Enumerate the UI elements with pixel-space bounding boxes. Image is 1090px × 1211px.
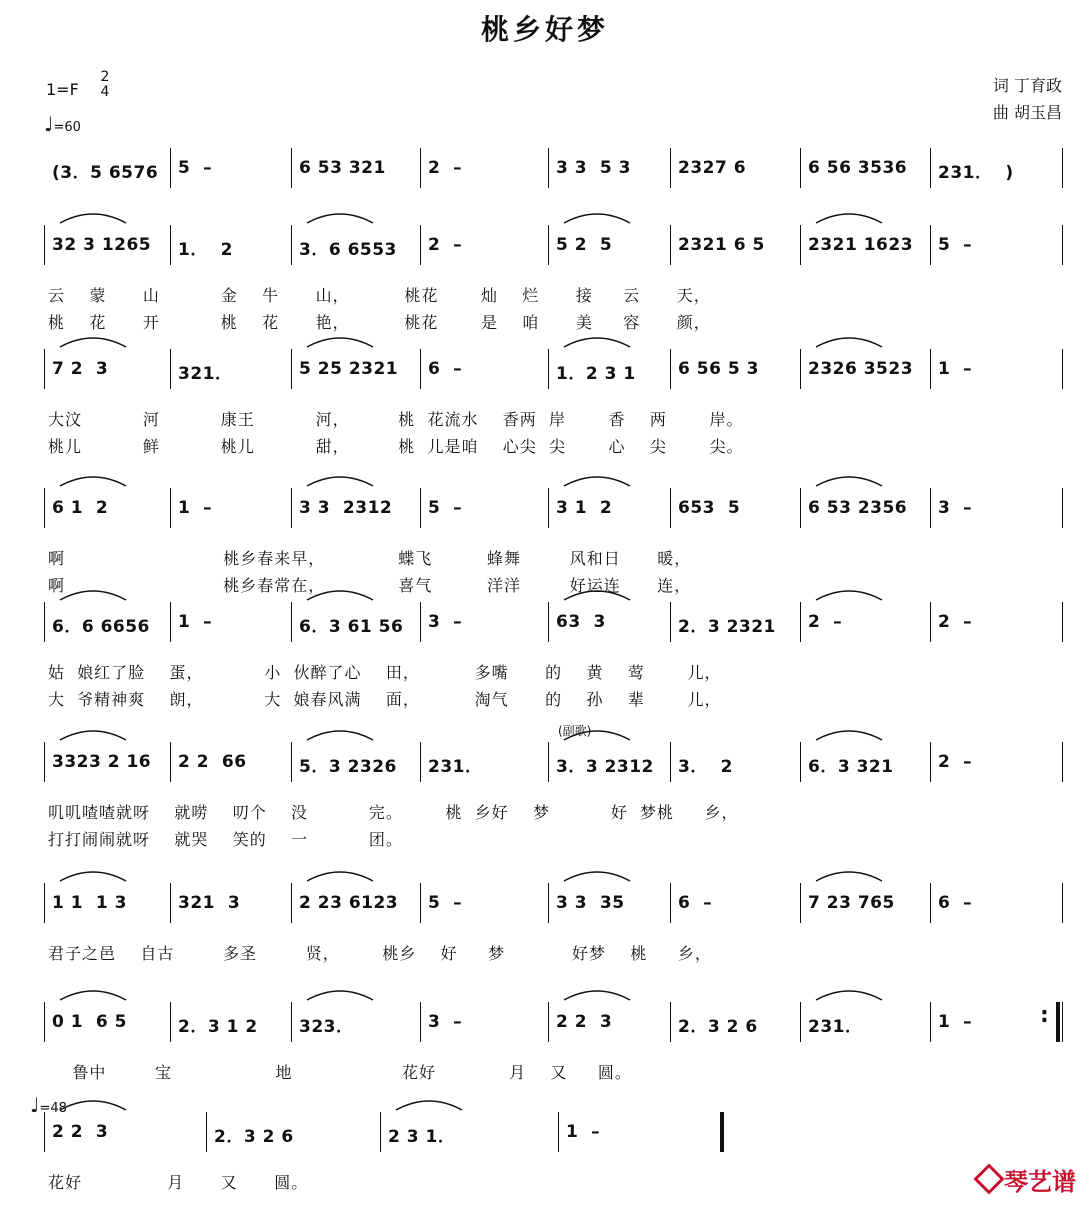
lyric-line: 叽叽喳喳就呀 就唠 叨个 没 完。 桃 乡好 梦 好 梦桃 乡，	[48, 803, 739, 822]
measure-notes: 2．3 2 6	[214, 1127, 294, 1147]
measure-notes: 653 5	[678, 498, 741, 518]
time-signature	[98, 70, 112, 100]
bar-line	[44, 1112, 45, 1152]
bar-line	[548, 488, 549, 528]
bar-line	[420, 148, 421, 188]
slur-mark	[305, 867, 375, 883]
lyric-line: 鲁中 宝 地 花好 月 又 圆。	[48, 1063, 632, 1082]
slur-mark	[305, 586, 375, 602]
bar-line	[1062, 488, 1063, 528]
measure-notes: 6 53 2356	[808, 498, 908, 518]
song-title: 桃乡好梦	[480, 13, 609, 46]
credits	[993, 72, 1062, 126]
measure-notes: 2．3 1 2	[178, 1017, 258, 1037]
bar-line	[930, 883, 931, 923]
measure-notes: 1 1 1 3	[52, 893, 127, 913]
measure-notes: 7 2 3	[52, 359, 109, 379]
lyric-line: 大 爷精神爽 朗， 大 娘春风满 面， 淘气 的 孙 辈 儿，	[48, 690, 722, 709]
chorus-label: (副歌)	[558, 724, 592, 738]
bar-line	[44, 349, 45, 389]
slur-mark	[58, 867, 128, 883]
measure-notes: 6 56 5 3	[678, 359, 759, 379]
lyric-line: 大汶 河 康王 河， 桃 花流水 香两 岸 香 两 岸。	[48, 410, 744, 429]
measure-notes: 2．3 2321	[678, 617, 776, 637]
slur-mark	[562, 867, 632, 883]
bar-line	[291, 148, 292, 188]
measure-notes: 6 56 3536	[808, 158, 908, 178]
bar-line	[170, 883, 171, 923]
measure-notes: 3 1 2	[556, 498, 613, 518]
slur-mark	[814, 986, 884, 1002]
lyric-line: 桃儿 鲜 桃儿 甜， 桃 儿是咱 心尖 尖 心 尖 尖。	[48, 437, 744, 456]
bar-line	[1062, 1002, 1063, 1042]
bar-line	[291, 349, 292, 389]
bar-line	[170, 1002, 171, 1042]
bar-line	[44, 488, 45, 528]
bar-line	[670, 225, 671, 265]
music-row	[44, 724, 1062, 849]
measure-notes: 1 –	[938, 359, 973, 379]
bar-line	[800, 148, 801, 188]
measure-notes: 1．2 3 1	[556, 364, 636, 384]
music-row	[44, 488, 1062, 595]
lyric-line: 打打闹闹就呀 就哭 笑的 一 团。	[48, 830, 403, 849]
bar-line	[670, 349, 671, 389]
quarter-note-icon: ♩	[30, 1093, 40, 1117]
measure-notes: 321．	[178, 364, 233, 384]
bar-line	[548, 602, 549, 642]
bar-line	[558, 1112, 559, 1152]
bar-line	[800, 349, 801, 389]
slur-mark	[394, 1096, 464, 1112]
bar-line	[670, 488, 671, 528]
bar-line	[420, 602, 421, 642]
slur-mark	[58, 209, 128, 225]
bar-line	[420, 488, 421, 528]
slur-mark	[305, 986, 375, 1002]
bar-line	[1062, 883, 1063, 923]
lyric-line: 云 蒙 山 金 牛 山， 桃花 灿 烂 接 云 天，	[48, 286, 711, 305]
measure-notes: 321 3	[178, 893, 241, 913]
bar-line	[420, 1002, 421, 1042]
measure-notes: 5 –	[428, 893, 463, 913]
bar-line	[930, 602, 931, 642]
slur-mark	[562, 472, 632, 488]
bar-line	[930, 148, 931, 188]
bar-line	[44, 225, 45, 265]
repeat-sign: :	[1040, 1003, 1049, 1028]
bar-line	[930, 349, 931, 389]
bar-line	[548, 225, 549, 265]
measure-notes: 6．3 321	[808, 757, 894, 777]
measure-notes: (3．5 6576	[52, 163, 159, 183]
measure-notes: 2 2 3	[52, 1122, 109, 1142]
tempo-value-coda: =48	[39, 1101, 67, 1116]
measure-notes: 2 –	[808, 612, 843, 632]
slur-mark	[814, 726, 884, 742]
measure-notes: 2321 1623	[808, 235, 914, 255]
slur-mark	[814, 333, 884, 349]
music-row	[44, 349, 1062, 456]
bar-line	[800, 488, 801, 528]
bar-line	[720, 1112, 724, 1152]
logo-text: 琴艺谱	[1004, 1168, 1076, 1196]
bar-line	[291, 883, 292, 923]
measure-notes: 1 –	[178, 498, 213, 518]
slur-mark	[305, 209, 375, 225]
bar-line	[670, 883, 671, 923]
bar-line	[44, 602, 45, 642]
measure-notes: 6．3 61 56	[299, 617, 404, 637]
bar-line	[548, 742, 549, 782]
measure-notes: 2 23 6123	[299, 893, 399, 913]
measure-notes: 6 –	[678, 893, 713, 913]
measure-notes: 2326 3523	[808, 359, 914, 379]
lyric-line: 啊 桃乡春常在， 喜气 洋洋 好运连 连，	[48, 576, 692, 595]
measure-notes: 3 –	[428, 1012, 463, 1032]
bar-line	[1062, 602, 1063, 642]
bar-line	[170, 488, 171, 528]
bar-line	[800, 1002, 801, 1042]
music-row	[44, 225, 1062, 332]
slur-mark	[562, 333, 632, 349]
measure-notes: 2327 6	[678, 158, 747, 178]
lyricist: 词 丁育政	[992, 76, 1062, 95]
measure-notes: 1 –	[566, 1122, 601, 1142]
slur-mark	[562, 209, 632, 225]
lyric-line: 桃 花 开 桃 花 艳， 桃花 是 咱 美 容 颜，	[48, 313, 711, 332]
measure-notes: 2 3 1．	[388, 1127, 456, 1147]
quarter-note-icon: ♩	[44, 112, 54, 136]
measure-notes: 231．	[808, 1017, 863, 1037]
measure-notes: 6 1 2	[52, 498, 109, 518]
measure-notes: 6 –	[428, 359, 463, 379]
measure-notes: 3 3 5 3	[556, 158, 631, 178]
measure-notes: 2 –	[938, 612, 973, 632]
lyric-line: 君子之邑 自古 多圣 贤， 桃乡 好 梦 好梦 桃 乡，	[48, 944, 712, 963]
bar-line	[670, 602, 671, 642]
bar-line	[548, 1002, 549, 1042]
bar-line	[170, 602, 171, 642]
bar-line	[44, 883, 45, 923]
bar-line	[670, 148, 671, 188]
slur-mark	[814, 586, 884, 602]
measure-notes: 3． 2	[678, 757, 733, 777]
measure-notes: 5 –	[938, 235, 973, 255]
measure-notes: 2 2 3	[556, 1012, 613, 1032]
slur-mark	[562, 586, 632, 602]
bar-line	[800, 602, 801, 642]
measure-notes: 323．	[299, 1017, 354, 1037]
measure-notes: 5 –	[428, 498, 463, 518]
bar-line	[1062, 225, 1063, 265]
bar-line	[548, 349, 549, 389]
bar-line	[170, 349, 171, 389]
time-signature-top: 2	[100, 69, 110, 85]
bar-line	[1062, 148, 1063, 188]
bar-line	[206, 1112, 207, 1152]
bar-line	[170, 742, 171, 782]
measure-notes: 63 3	[556, 612, 606, 632]
logo-icon	[973, 1163, 1004, 1194]
measure-notes: 6 53 321	[299, 158, 386, 178]
slur-mark	[58, 1096, 128, 1112]
measure-notes: 3 –	[938, 498, 973, 518]
music-row	[44, 602, 1062, 709]
lyric-line: 姑 娘红了脸 蛋， 小 伙醉了心 田， 多嘴 的 黄 莺 儿，	[48, 663, 722, 682]
measure-notes: 2321 6 5	[678, 235, 765, 255]
bar-line	[170, 148, 171, 188]
bar-line	[930, 488, 931, 528]
music-row	[44, 1002, 1062, 1082]
measure-notes: 231．	[428, 757, 483, 777]
slur-mark	[305, 472, 375, 488]
measure-notes: 1． 2	[178, 240, 233, 260]
measure-notes: 6 –	[938, 893, 973, 913]
measure-notes: 3．6 6553	[299, 240, 397, 260]
tempo-mark-coda	[30, 1093, 67, 1117]
time-signature-bottom: 4	[100, 84, 110, 100]
bar-line	[420, 225, 421, 265]
bar-line	[670, 1002, 671, 1042]
measure-notes: 231． )	[938, 163, 1014, 183]
slur-mark	[58, 586, 128, 602]
tempo-mark	[44, 112, 81, 136]
bar-line	[930, 225, 931, 265]
measure-notes: 6．6 6656	[52, 617, 150, 637]
slur-mark	[305, 726, 375, 742]
bar-line	[800, 225, 801, 265]
measure-notes: 7 23 765	[808, 893, 895, 913]
bar-line	[1062, 742, 1063, 782]
measure-notes: 3 3 2312	[299, 498, 393, 518]
measure-notes: 3323 2 16	[52, 752, 152, 772]
measure-notes: 5 –	[178, 158, 213, 178]
bar-line	[291, 488, 292, 528]
slur-mark	[814, 209, 884, 225]
slur-mark	[562, 986, 632, 1002]
measure-notes: 5 25 2321	[299, 359, 399, 379]
measure-notes: 5 2 5	[556, 235, 613, 255]
slur-mark	[58, 333, 128, 349]
bar-line	[44, 742, 45, 782]
bar-line	[930, 1002, 931, 1042]
bar-line	[420, 742, 421, 782]
bar-line	[291, 602, 292, 642]
bar-line	[1062, 349, 1063, 389]
lyric-line: 花好 月 又 圆。	[48, 1173, 309, 1192]
measure-notes: 3．3 2312	[556, 757, 654, 777]
bar-line	[800, 742, 801, 782]
lyric-line: 啊 桃乡春来早， 蝶飞 蜂舞 风和日 暖，	[48, 549, 692, 568]
bar-line	[44, 1002, 45, 1042]
measure-notes: 1 –	[938, 1012, 973, 1032]
measure-notes: 1 –	[178, 612, 213, 632]
measure-notes: 32 3 1265	[52, 235, 152, 255]
composer: 曲 胡玉昌	[992, 103, 1062, 122]
bar-line	[291, 742, 292, 782]
bar-line	[930, 742, 931, 782]
bar-line	[548, 148, 549, 188]
tempo-value: =60	[53, 120, 81, 135]
bar-line	[670, 742, 671, 782]
bar-line	[420, 349, 421, 389]
slur-mark	[58, 986, 128, 1002]
measure-notes: 2 –	[428, 235, 463, 255]
measure-notes: 2 –	[428, 158, 463, 178]
bar-line	[800, 883, 801, 923]
measure-notes: 3 –	[428, 612, 463, 632]
slur-mark	[58, 472, 128, 488]
measure-notes: 0 1 6 5	[52, 1012, 127, 1032]
music-row	[44, 148, 1062, 188]
bar-line	[291, 225, 292, 265]
measure-notes: 5．3 2326	[299, 757, 397, 777]
bar-line	[380, 1112, 381, 1152]
music-row	[44, 883, 1062, 963]
bar-line	[170, 225, 171, 265]
slur-mark	[814, 867, 884, 883]
measure-notes: 2 –	[938, 752, 973, 772]
site-logo	[978, 1162, 1076, 1197]
slur-mark	[58, 726, 128, 742]
bar-line	[548, 883, 549, 923]
bar-line	[420, 883, 421, 923]
slur-mark	[814, 472, 884, 488]
measure-notes: 3 3 35	[556, 893, 625, 913]
bar-line	[291, 1002, 292, 1042]
key-signature: 1=F	[46, 80, 79, 99]
measure-notes: 2 2 66	[178, 752, 247, 772]
measure-notes: 2．3 2 6	[678, 1017, 758, 1037]
repeat-bar-line	[1056, 1002, 1060, 1042]
slur-mark	[305, 333, 375, 349]
